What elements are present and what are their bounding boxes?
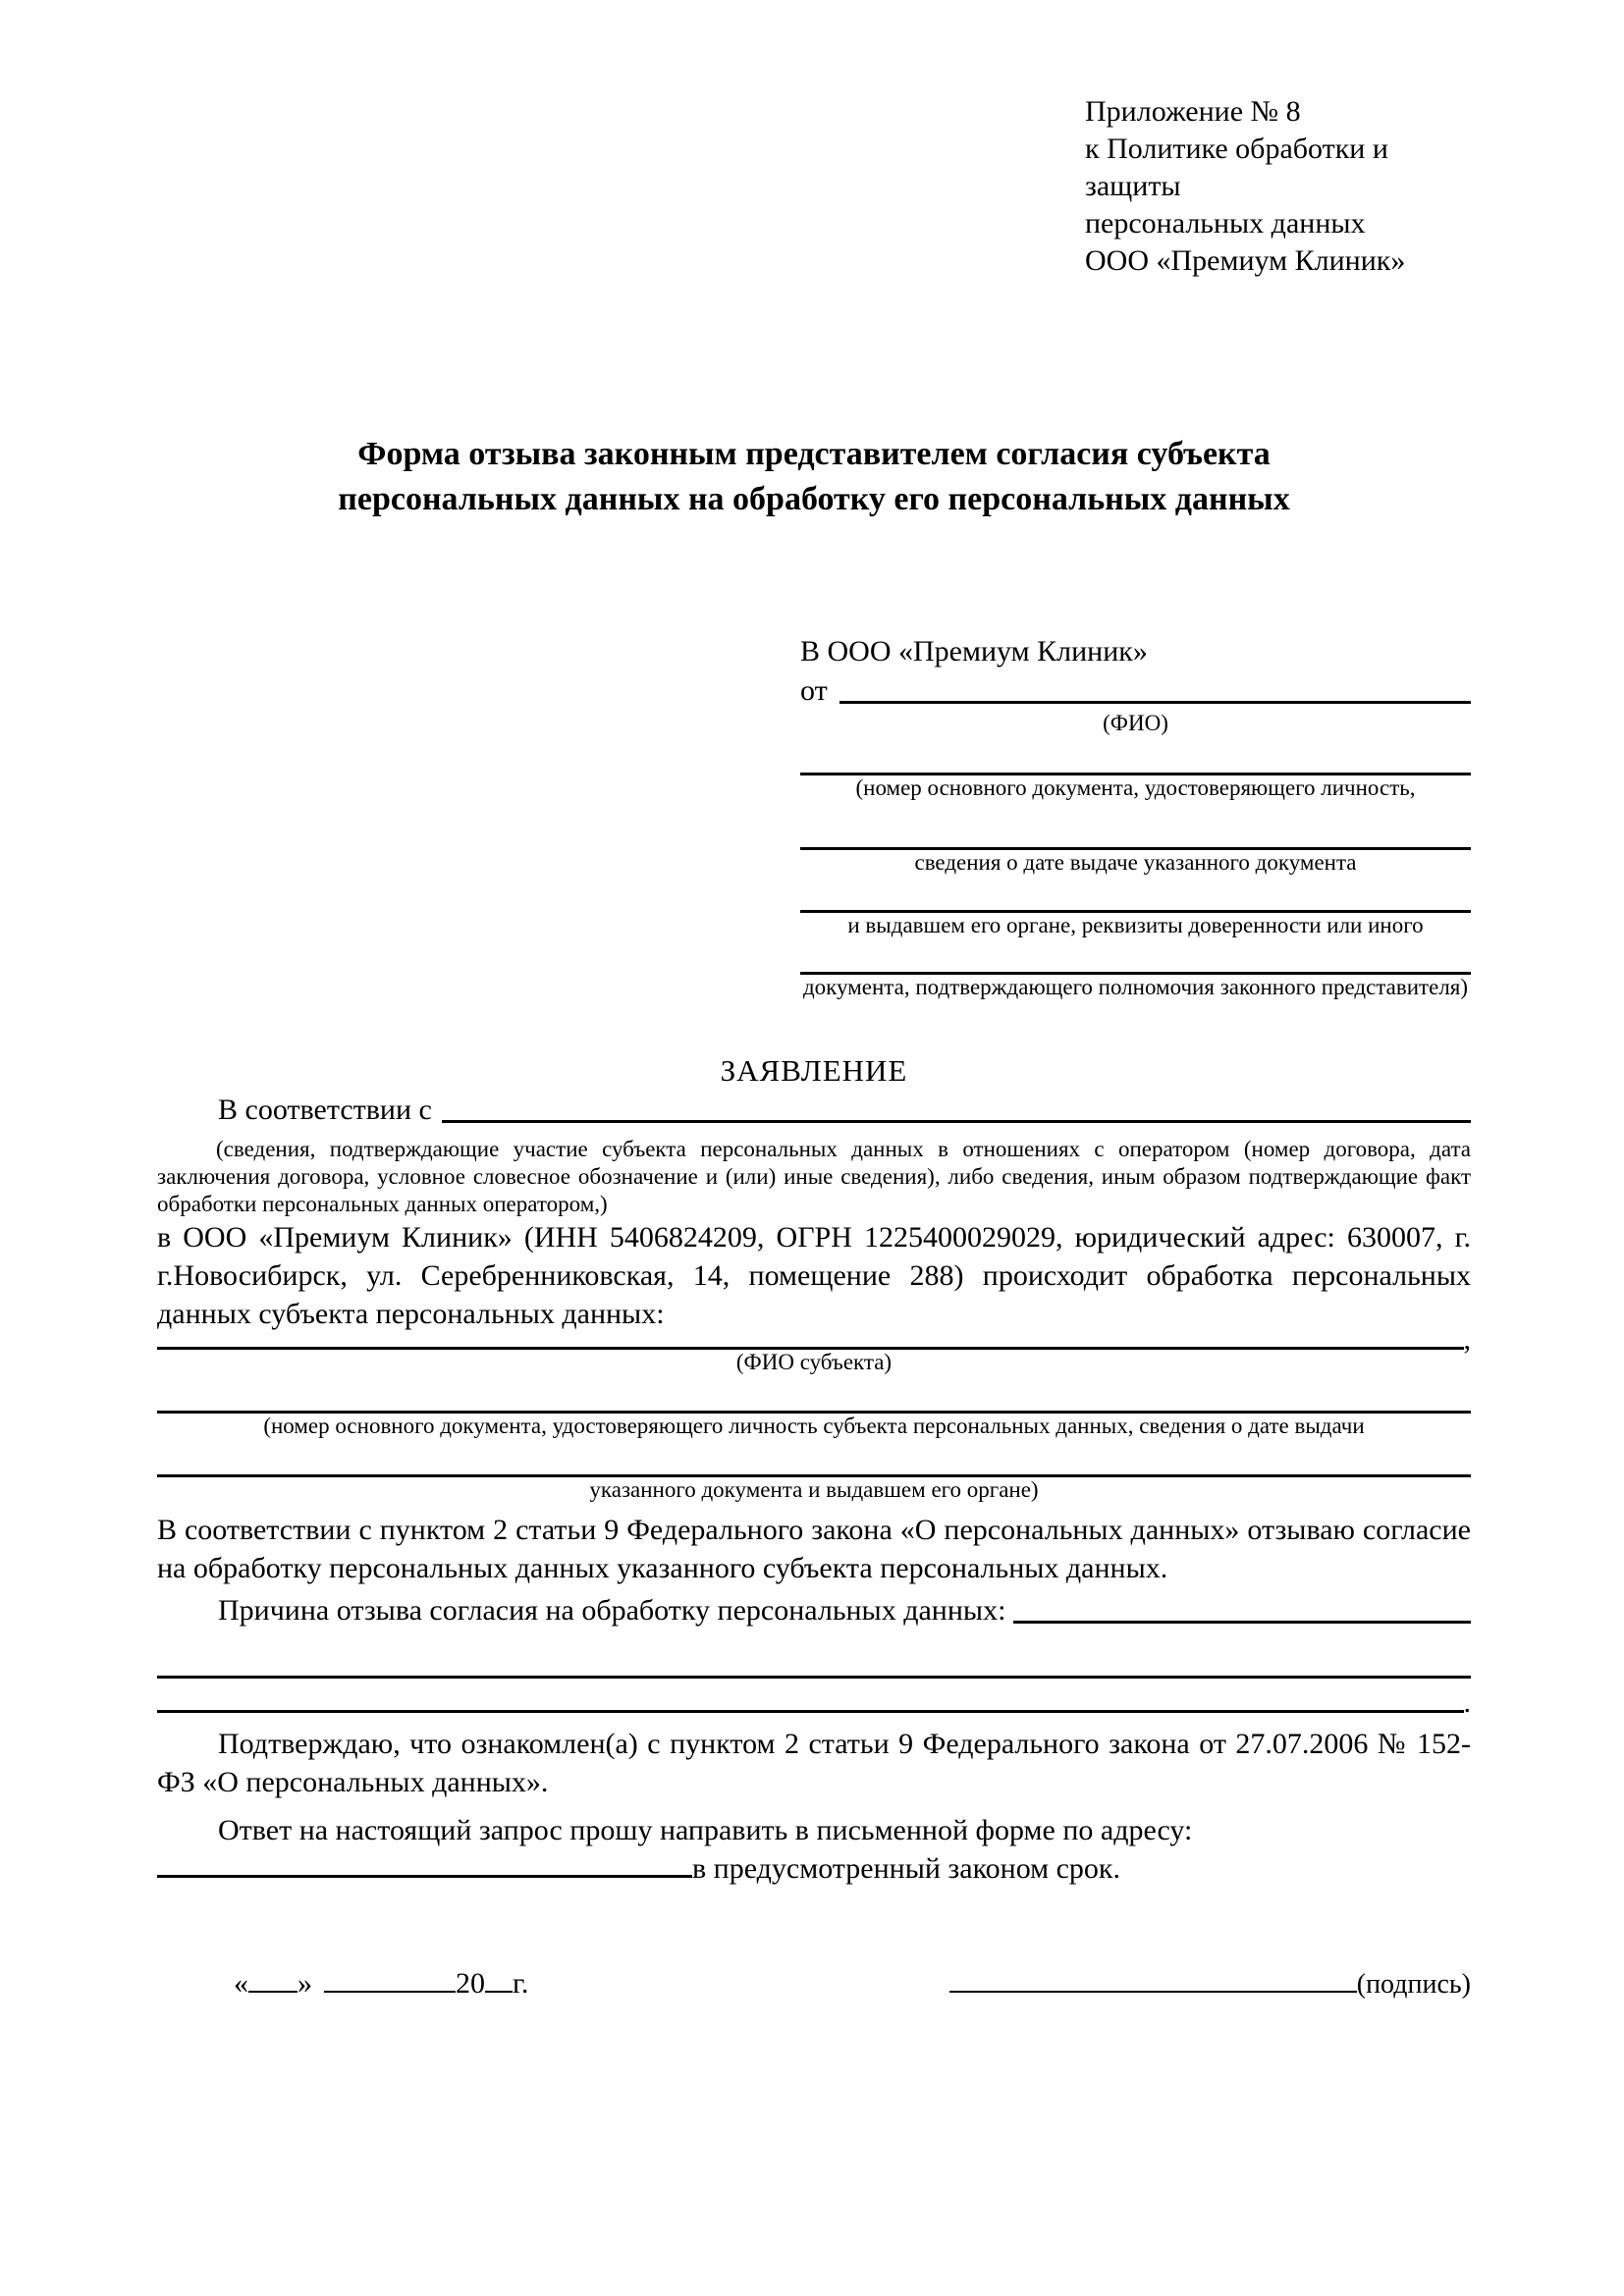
signature-blank <box>949 1991 1357 1993</box>
representative-doc-caption-2: сведения о дате выдаче указанного документа <box>914 850 1357 875</box>
form-title <box>157 432 1471 522</box>
reason-label: Причина отзыва согласия на обработку персональных данных: <box>218 1594 1006 1627</box>
date-month-blank <box>324 1991 456 1993</box>
representative-doc-caption-3: и выдавшем его органе, реквизиты доверенности или иного <box>847 913 1424 937</box>
addressee-org: В ООО «Премиум Клиник» <box>800 635 1148 667</box>
date-day-blank <box>248 1991 298 1993</box>
reply-paragraph: Ответ на настоящий запрос прошу направить в письменной форме по адресу: <box>218 1814 1193 1846</box>
signature-caption: (подпись) <box>1356 1969 1471 2000</box>
date-field <box>234 1964 528 2003</box>
operator-paragraph: в ООО «Премиум Клиник» (ИНН 5406824209, ОГРН 1225400029029, юридический адрес: 630007, г. г.Новосибирск, ул. Серебренниковская, 14, помещение 288) происходит обработка персональных данных субъекта персональных данных: <box>157 1221 1471 1330</box>
intro-blank-line <box>442 1120 1471 1123</box>
representative-doc-blank-1 <box>800 736 1471 775</box>
appendix-line: ООО «Премиум Клиник» <box>1085 244 1406 277</box>
reply-address-blank <box>157 1875 692 1878</box>
date-year-suffix: г. <box>513 1967 529 2000</box>
addressee-block <box>800 632 1471 1000</box>
representative-doc-caption-1: (номер основного документа, удостоверяющего личность, <box>855 775 1416 800</box>
from-field-row <box>800 671 1471 711</box>
fio-caption: (ФИО) <box>1103 711 1168 735</box>
intro-caption: (сведения, подтверждающие участие субъекта персональных данных в отношениях с оператором (номер договора, дата заключения договора, условное словесное обозначение и (или) иные сведения), либо сведения, иным образом подтверждающие факт обработки персональных данных оператором,) <box>157 1137 1471 1216</box>
intro-field-row <box>157 1091 1471 1130</box>
subject-doc-caption-1: (номер основного документа, удостоверяющего личность субъекта персональных данных, сведения о дате выдачи <box>263 1414 1365 1438</box>
appendix-block <box>1085 0 1471 280</box>
subject-doc-caption-2: указанного документа и выдавшем его органе) <box>589 1477 1039 1502</box>
reason-blank-full-1 <box>157 1630 1471 1679</box>
subject-fio-caption: (ФИО субъекта) <box>735 1350 893 1374</box>
intro-label: В соответствии с <box>218 1094 432 1126</box>
withdraw-paragraph: В соответствии с пунктом 2 статьи 9 Федерального закона «О персональных данных» отзываю согласие на обработку персональных данных указанного субъекта персональных данных. <box>157 1514 1471 1584</box>
reason-field-row <box>157 1591 1471 1630</box>
subject-doc-blank-1 <box>157 1375 1471 1414</box>
date-year-blank <box>485 1991 513 1993</box>
representative-doc-blank-3 <box>800 876 1471 913</box>
appendix-line: к Политике обработки и защиты <box>1085 133 1388 202</box>
date-year-prefix: 20 <box>456 1967 485 2000</box>
date-signature-row <box>157 1964 1471 2004</box>
reason-blank-full-2 <box>157 1710 1464 1713</box>
statement-heading: ЗАЯВЛЕНИЕ <box>720 1053 908 1088</box>
representative-doc-blank-2 <box>800 801 1471 850</box>
subject-fio-comma: , <box>1463 1323 1471 1356</box>
reason-blank-line <box>1013 1621 1471 1624</box>
acknowledge-paragraph: Подтверждаю, что ознакомлен(а) с пунктом 2 статьи 9 Федерального закона от 27.07.2006 № 152-ФЗ «О персональных данных». <box>157 1728 1471 1798</box>
reason-blank-period: . <box>1463 1686 1471 1719</box>
form-title-line: персональных данных на обработку его персональных данных <box>338 481 1290 517</box>
from-label: от <box>800 674 828 707</box>
representative-doc-caption-4: документа, подтверждающего полномочия законного представителя) <box>802 975 1469 999</box>
subject-fio-blank-row <box>157 1323 1471 1356</box>
appendix-line: персональных данных <box>1085 207 1366 240</box>
reply-suffix: в предусмотренный законом срок. <box>692 1852 1120 1885</box>
from-blank-line <box>839 701 1471 704</box>
representative-doc-blank-4 <box>800 938 1471 975</box>
appendix-line: Приложение № 8 <box>1085 95 1301 128</box>
subject-doc-blank-2 <box>157 1439 1471 1477</box>
form-title-line: Форма отзыва законным представителем согласия субъекта <box>357 436 1271 472</box>
date-quote-close: » <box>298 1967 312 2000</box>
reply-address-row <box>157 1849 1471 1888</box>
date-quote-open: « <box>234 1967 248 2000</box>
reason-blank-full-2-row <box>157 1679 1471 1719</box>
signature-field <box>949 1965 1471 2004</box>
